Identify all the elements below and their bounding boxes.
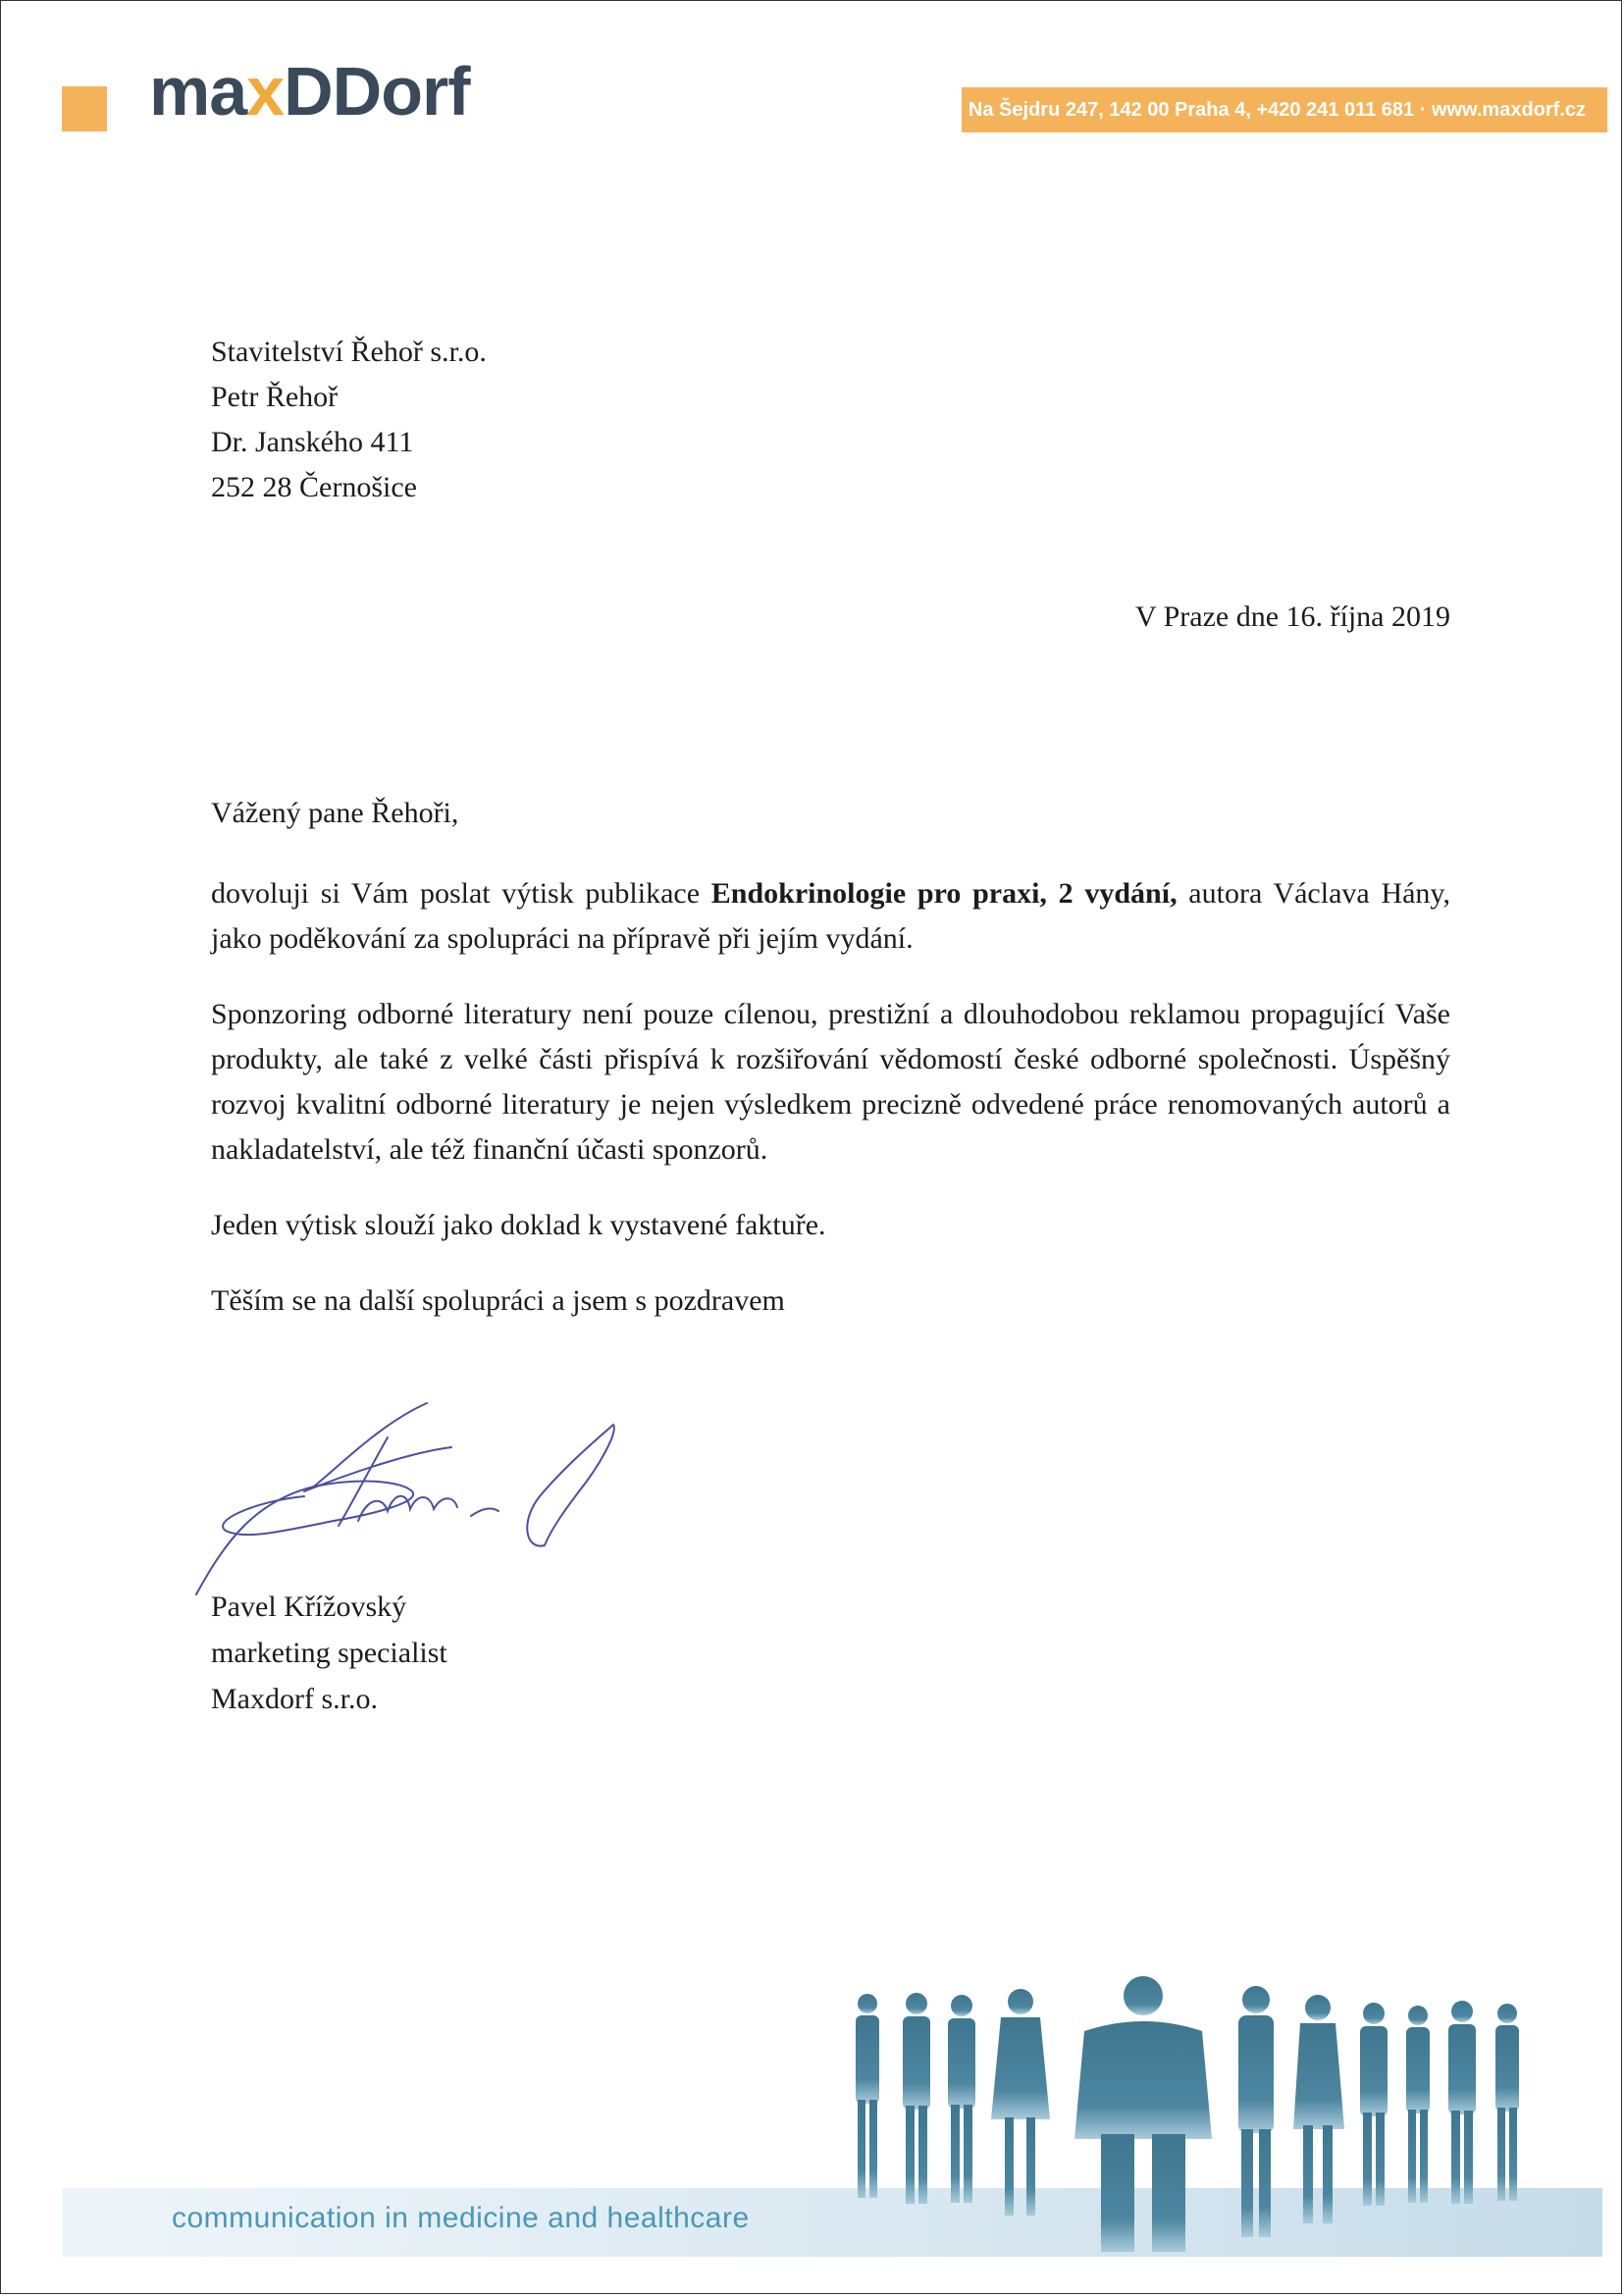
signatory-title: marketing specialist	[211, 1637, 447, 1669]
body-paragraph	[211, 871, 1450, 962]
signature-block	[211, 1584, 447, 1722]
company-logo	[149, 53, 470, 130]
address-line: Dr. Janského 411	[211, 426, 414, 458]
paragraph-text: autora Václava Hány, jako poděkování za spolupráci na přípravě při jejím vydání.	[211, 877, 1450, 955]
signatory-company: Maxdorf s.r.o.	[211, 1683, 378, 1715]
address-line: Stavitelství Řehoř s.r.o.	[211, 336, 487, 368]
header-contact-bar: Na Šejdru 247, 142 00 Praha 4, +420 241 011 681 · www.maxdorf.cz	[962, 87, 1607, 132]
address-line: Petr Řehoř	[211, 381, 339, 413]
salutation: Vážený pane Řehoři,	[211, 797, 459, 829]
footer-tagline: communication in medicine and healthcare	[172, 2202, 750, 2234]
publication-title: Endokrinologie pro praxi, 2 vydání,	[710, 877, 1178, 910]
letter-date: V Praze dne 16. října 2019	[1134, 600, 1450, 633]
logo-wordmark: maxDDorf	[149, 53, 470, 130]
body-paragraph: Sponzoring odborné literatury není pouze cílenou, prestižní a dlouhodobou reklamou propagující Vaše produkty, ale také z velké části přispívá k rozšiřování vědomostí české odborné společnosti. Úspěšný rozvoj kvalitní odborné literatury je nejen výsledkem precizně odvedené práce renomovaných autorů a nakladatelství, ale též finanční účasti sponzorů.	[211, 998, 1450, 1166]
body-paragraph: Těším se na další spolupráci a jsem s pozdravem	[211, 1284, 785, 1317]
medical-staff-silhouettes-icon	[844, 1972, 1550, 2257]
letter-body	[211, 871, 1450, 1354]
handwritten-signature	[186, 1393, 677, 1609]
logo-square-icon	[62, 86, 107, 131]
signatory-name: Pavel Křížovský	[211, 1591, 407, 1623]
paragraph-text: dovoluji si Vám poslat výtisk publikace	[211, 877, 711, 910]
address-line: 252 28 Černošice	[211, 471, 417, 503]
body-paragraph: Jeden výtisk slouží jako doklad k vystavené faktuře.	[211, 1209, 826, 1241]
recipient-address	[211, 330, 487, 510]
